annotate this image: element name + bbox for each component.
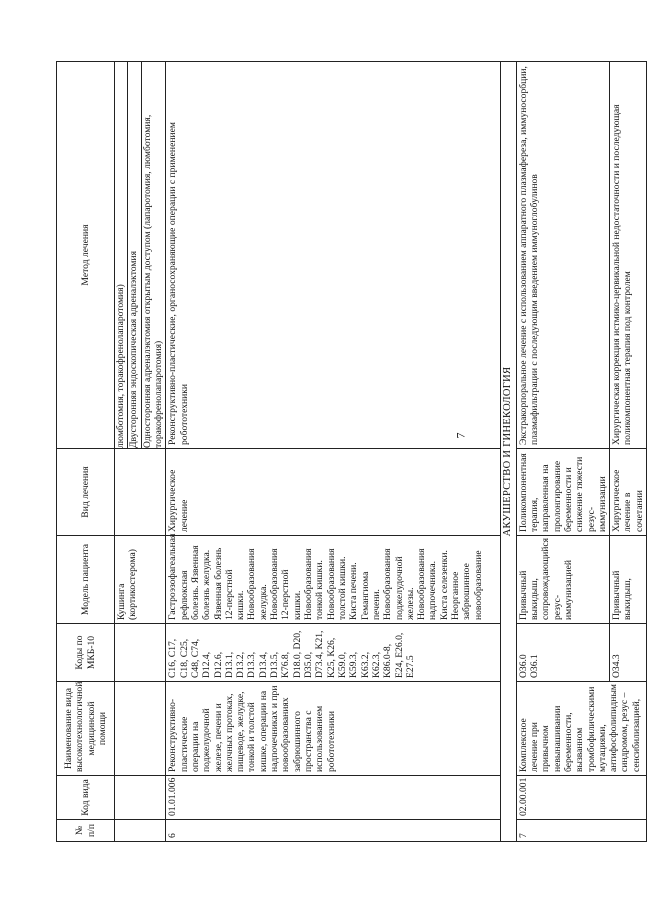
method-item: люмботомия, торакофренолапаротомия) bbox=[115, 62, 128, 448]
row-model: Привычный выкидыш, bbox=[610, 536, 647, 624]
method-item: Односторонняя адреналэктомия открытым доступом (лапаротомия, люмботомия, торакофренолапаротомия) bbox=[141, 114, 164, 448]
continuation-model: Кушинга (кортикостерома) bbox=[115, 536, 166, 624]
rotated-page bbox=[56, 62, 645, 842]
row-num: 7 bbox=[516, 820, 646, 842]
page-number: 7 bbox=[453, 432, 468, 439]
row-icd: O34.3 bbox=[610, 624, 647, 682]
method-item: Двусторонняя эндоскопическая адреналэктомия bbox=[128, 62, 141, 448]
header-model: Модель пациента bbox=[57, 536, 115, 624]
continuation-row bbox=[115, 62, 166, 842]
row-icd: O36.0 O36.1 bbox=[516, 624, 610, 682]
header-name: Наименование вида высокотехнологичной медицинской помощи bbox=[57, 682, 115, 776]
row-model: Привычный выкидыш, сопровождающийся резус-иммунизацией bbox=[516, 536, 610, 624]
row-treatment-type: Поликомпонентная терапия, направленная на пролонгирование беременности и снижение тяжести резус-иммунизации bbox=[516, 449, 610, 536]
header-icd: Коды по МКБ-10 bbox=[57, 624, 115, 682]
section-title: АКУШЕРСТВО И ГИНЕКОЛОГИЯ bbox=[501, 62, 516, 842]
table-row-6 bbox=[166, 62, 501, 842]
header-method: Метод лечения bbox=[57, 62, 115, 449]
row-treatment-type: Хирургическое лечение в сочетании bbox=[610, 449, 647, 536]
row-num: 6 bbox=[166, 820, 501, 842]
row-icd: C16, C17, C18, C25, C48, C74, D12.4, D12.6, D13.1, D13.2, D13.3, D13.4, D13.5, K76.8, D18.0, D20, D35.0, D73.4, K21, K25, K26, K59.0, K59.3, K63.2, K62.3, K86.0-8, E24, E26.0, E27.5 bbox=[166, 624, 501, 682]
row-model: Гастроэзофагеальная рефлюксная болезнь. Язвенная болезнь желудка. Язвенная болезнь 12-перстной кишки. Новообразования желудка. Новообразования 12-перстной кишки. Новообразования тонкой кишки. Новообразования толстой кишки. Киста печени. Гемангиома печени. Новообразования поджелудочной железы. Новообразования надпочечника. Киста селезенки. Неорганное забрюшинное новообразование bbox=[166, 536, 501, 624]
row-name: Реконструктивно-пластические операции на поджелудочной железе, печени и желчных протоках, пищеводе, желудке, тонкой и толстой кишке, операции на надпочечниках и при новообразованиях забрюшинного пространства с использованием робототехники bbox=[166, 682, 501, 776]
row-name: Комплексное лечение при привычном невынашивании беременности, вызванном тромбофилическими мутациями, антифосфолипидным синдромом, резус – сенсибилизацией, bbox=[516, 682, 646, 776]
treatment-table bbox=[56, 61, 647, 842]
row-code: 01.01.006 bbox=[166, 776, 501, 820]
header-row bbox=[57, 62, 115, 842]
header-code-type: Код вида bbox=[57, 776, 115, 820]
section-row bbox=[501, 62, 516, 842]
continuation-methods bbox=[115, 62, 166, 449]
row-method: Экстракорпоральное лечение с использованием аппаратного плазмафереза, иммуносорбции, плазмафильтрации с последующим введением иммуноглобулинов bbox=[516, 62, 610, 449]
row-treatment-type: Хирургическое лечение bbox=[166, 449, 501, 536]
header-num: № п/п bbox=[57, 820, 115, 842]
row-method: Хирургическая коррекция истмико-цервикальной недостаточности и последующая поликомпонентная терапия под контролем bbox=[610, 62, 647, 449]
header-treatment-type: Вид лечения bbox=[57, 449, 115, 536]
row-code: 02.00.001 bbox=[516, 776, 646, 820]
row-method: Реконструктивно-пластические, органосохраняющие операции с применением робототехники bbox=[166, 62, 501, 449]
table-row-7 bbox=[516, 62, 610, 842]
